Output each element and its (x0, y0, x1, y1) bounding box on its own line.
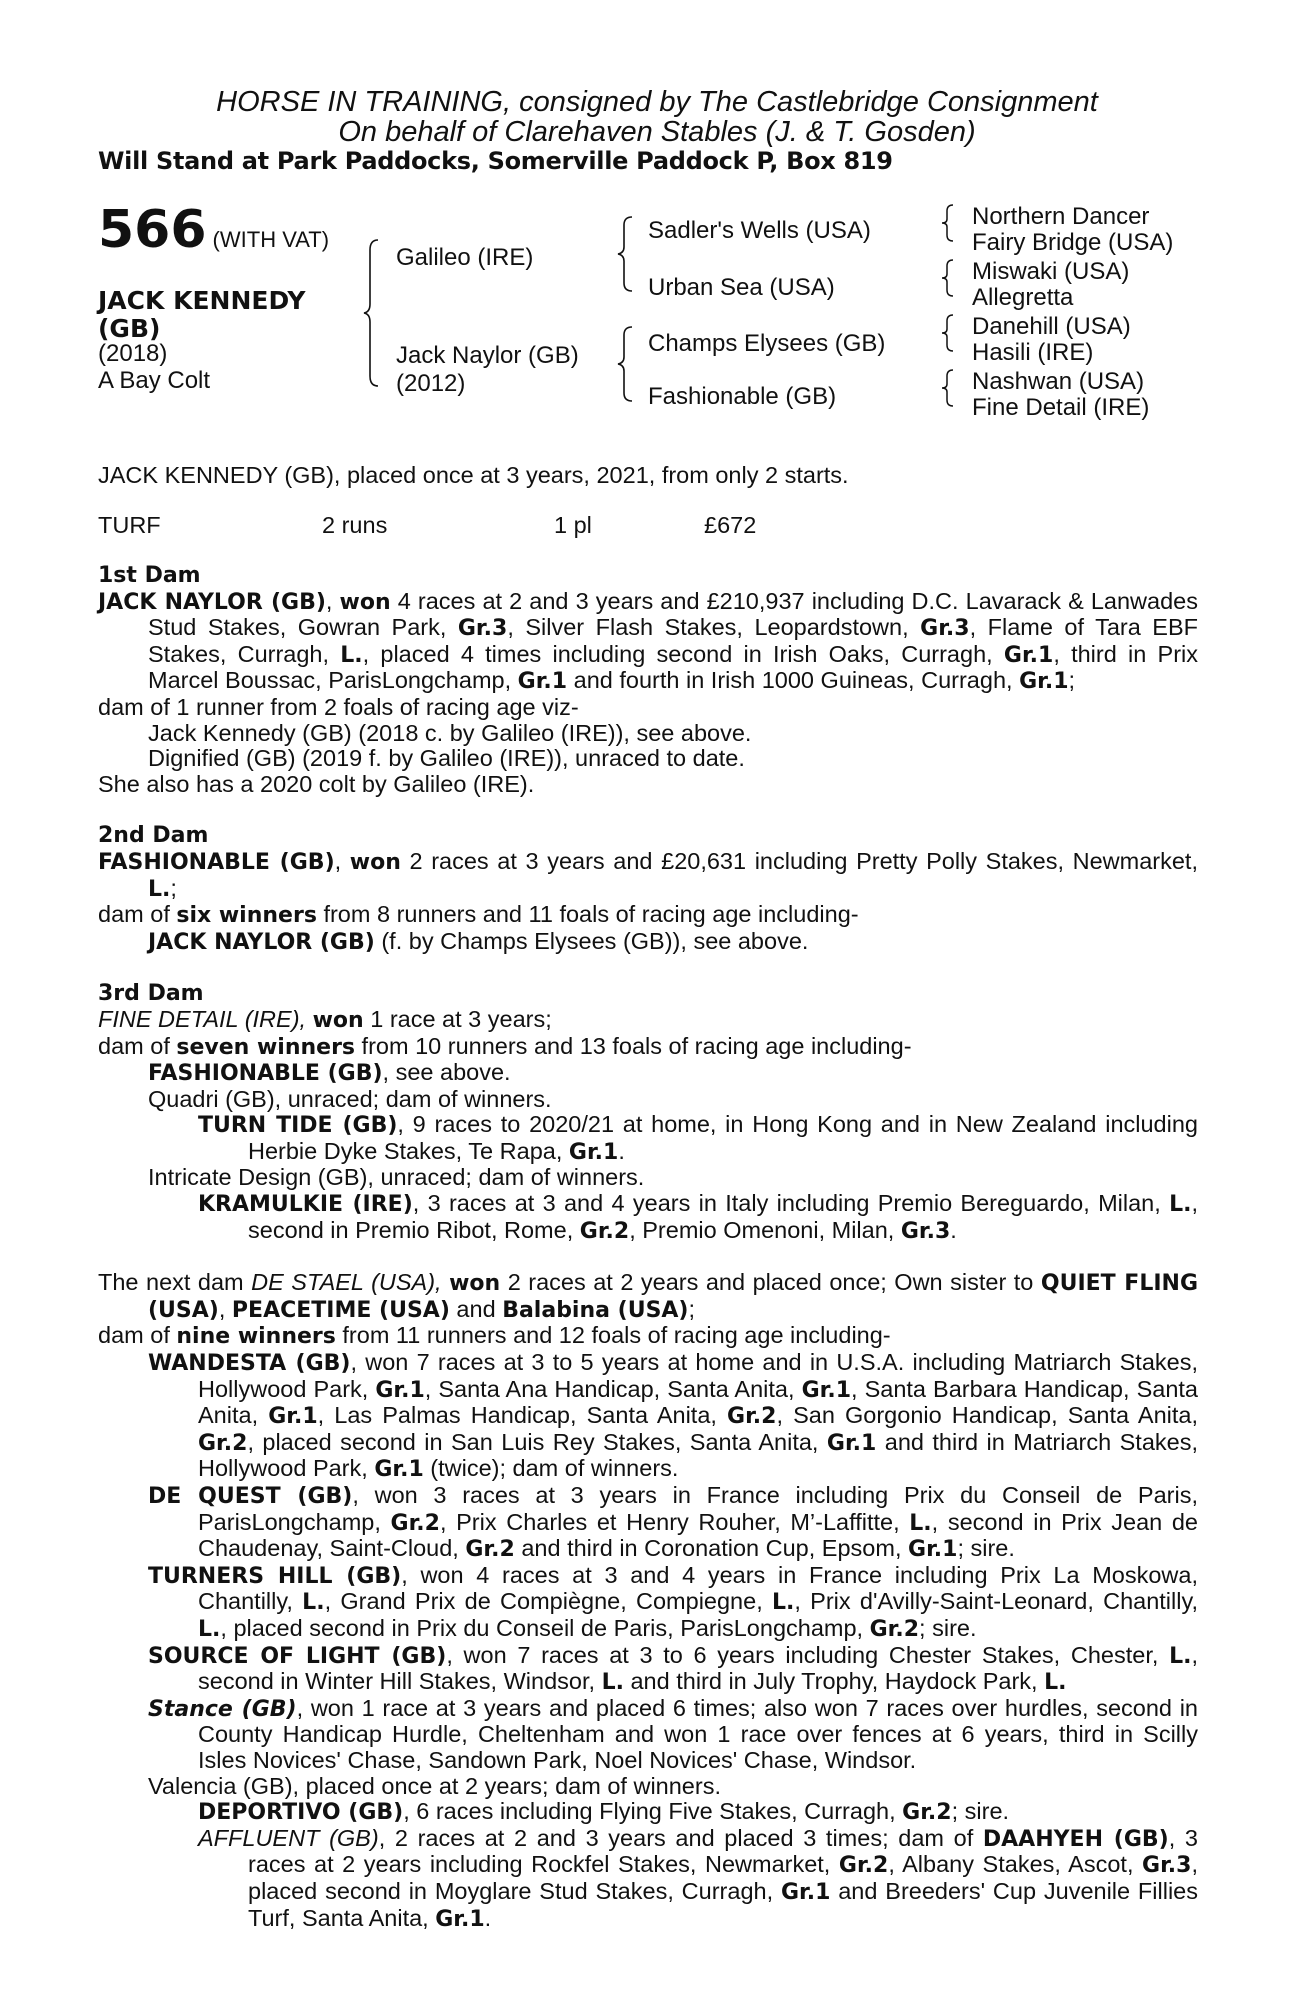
header-line3: Will Stand at Park Paddocks, Somerville Paddock P, Box 819 (98, 147, 893, 175)
dam1-text: , third in Prix Marcel Boussac, ParisLongchamp, (148, 640, 1198, 694)
nextdam-text: , Las Palmas Handicap, Santa Anita, (317, 1402, 728, 1429)
nextdam-text: and (449, 1295, 503, 1322)
nextdam-progeny (98, 1483, 1198, 1563)
dam3-progeny (98, 1060, 1198, 1087)
grade: Gr.1 (1019, 669, 1069, 695)
dam3-text: dam of (98, 1032, 177, 1059)
dam2-won: won (349, 849, 401, 875)
progeny-name: KRAMULKIE (IRE) (198, 1192, 413, 1218)
grade: Gr.1 (801, 1377, 852, 1403)
grade: Gr.1 (268, 1404, 318, 1430)
nextdam-progeny (98, 1350, 1198, 1483)
nextdam-text: , 6 races including Flying Five Stakes, Curragh, (403, 1798, 903, 1825)
nextdam-paragraph (98, 1270, 1198, 1323)
grade: Gr.1 (517, 669, 568, 695)
nextdam-text: from 11 runners and 12 foals of racing age including- (335, 1322, 891, 1349)
dam1-text: , Silver Flash Stakes, Leopardstown, (507, 614, 921, 641)
grade: Gr.2 (390, 1510, 440, 1536)
progeny-name: SOURCE OF LIGHT (GB) (148, 1643, 447, 1669)
nextdam-text: , 2 races at 2 and 3 years and placed 3 times; dam of (378, 1824, 983, 1851)
dam1-text: , Flame of Tara EBF Stakes, Curragh, (148, 614, 1199, 667)
summary-text: JACK KENNEDY (GB), placed once at 3 years, 2021, from only 2 starts. (98, 462, 849, 488)
grade: Gr.2 (579, 1218, 630, 1244)
dam1-progeny: Jack Kennedy (GB) (2018 c. by Galileo (IRE)), see above. (148, 719, 752, 746)
dam2-heading: 2nd Dam (98, 823, 209, 849)
pedigree-brace-1 (362, 238, 382, 388)
dam3-progeny: Quadri (GB), unraced; dam of winners. (148, 1085, 552, 1112)
grade: L. (148, 876, 171, 902)
grade: Gr.1 (1003, 642, 1054, 668)
pedigree-sire: Galileo (IRE) (396, 244, 534, 271)
grade: L. (771, 1590, 795, 1616)
nextdam-text: , 3 races at 2 years including Rockfel Stakes, Newmarket, (248, 1824, 1198, 1878)
progeny-name: TURN TIDE (GB) (198, 1113, 398, 1139)
grade: Gr.2 (727, 1404, 777, 1430)
dam3-paragraph (98, 1007, 1198, 1034)
grade: L. (340, 642, 363, 668)
grade: Gr.1 (908, 1537, 958, 1563)
grade: Gr.1 (568, 1139, 619, 1165)
dam2-text: (f. by Champs Elysees (GB)), see above. (374, 927, 809, 954)
nextdam-text: and Breeders' Cup Juvenile Fillies Turf, Santa Anita, (248, 1877, 1198, 1931)
header-line2: On behalf of Clarehaven Stables (J. & T. Gosden) (338, 116, 976, 148)
grade: Gr.1 (780, 1879, 831, 1905)
dam1-heading: 1st Dam (98, 563, 201, 588)
nextdam-text: , Santa Ana Handicap, Santa Anita, (424, 1375, 802, 1402)
nextdam-grandprogeny (98, 1799, 1198, 1826)
dam1-text: ; (1068, 667, 1076, 694)
nextdam-text: . (484, 1904, 492, 1931)
dam3-heading: 3rd Dam (98, 981, 204, 1007)
dam3-won: won (312, 1007, 364, 1033)
grade: Gr.3 (900, 1218, 951, 1244)
dam3-damof (98, 1034, 1198, 1061)
pedigree-brace-6 (940, 313, 956, 353)
grade: Gr.3 (1142, 1853, 1192, 1879)
nextdam-text: and third in July Trophy, Haydock Park, (623, 1668, 1045, 1695)
dam1-text: and fourth in Irish 1000 Guineas, Curragh, (567, 667, 1020, 694)
nextdam-progeny (98, 1643, 1198, 1696)
nextdam-text: , Prix Charles et Henry Rouher, M’-Laffitte, (439, 1508, 910, 1535)
nextdam-text: The next dam (98, 1269, 252, 1296)
nextdam-text: , won 1 race at 3 years and placed 6 times; also won 7 races over hurdles, second in County Handicap Hurdle, Cheltenham and won 1 race over fences at 6 years, third in Scilly Isles Novices' Chase, Sandown Park, Noel Novices' Chase, Windsor. (198, 1694, 1198, 1773)
grade: Gr.2 (198, 1430, 248, 1456)
pedigree-ggs: Fairy Bridge (USA) (972, 229, 1174, 256)
grade: Gr.2 (902, 1800, 952, 1826)
dam2-damof (98, 902, 1198, 929)
pedigree-gs1: Sadler's Wells (USA) (648, 217, 871, 244)
dam2-text: from 8 runners and 11 foals of racing age including- (316, 901, 859, 928)
record-surface: TURF (98, 512, 161, 538)
pedigree-ggs: Northern Dancer (972, 203, 1150, 230)
header-line1: HORSE IN TRAINING, consigned by The Castlebridge Consignment (216, 86, 1098, 118)
nextdam-text: , (218, 1295, 232, 1322)
pedigree-dam: Jack Naylor (GB) (396, 342, 579, 369)
nextdam-text: , placed second in Moyglare Stud Stakes, Curragh, (248, 1851, 1198, 1904)
grade: Gr.1 (375, 1377, 425, 1403)
grade: Gr.1 (826, 1430, 877, 1456)
lot-number-value: 566 (98, 200, 207, 260)
nextdam-text: , placed second in San Luis Rey Stakes, Santa Anita, (247, 1428, 827, 1455)
dam3-winners: seven winners (176, 1034, 356, 1060)
nextdam-grandprogeny (98, 1826, 1198, 1932)
nextdam-text: , Prix d'Avilly-Saint-Leonard, Chantilly, (794, 1588, 1199, 1615)
nextdam-progeny: Valencia (GB), placed once at 2 years; dam of winners. (148, 1772, 721, 1799)
nextdam-name: DE STAEL (USA), (251, 1269, 450, 1296)
nextdam-text: , Grand Prix de Compiègne, Compiegne, (324, 1588, 772, 1615)
progeny-name: FASHIONABLE (GB) (148, 1061, 383, 1087)
pedigree-ggs: Nashwan (USA) (972, 368, 1145, 395)
nextdam-progeny (98, 1563, 1198, 1643)
nextdam-text: ; sire. (951, 1798, 1010, 1825)
grade: L. (302, 1590, 325, 1616)
grade: Gr.1 (435, 1906, 485, 1932)
grade: L. (1169, 1192, 1192, 1218)
dam3-text: . (950, 1216, 957, 1243)
dam3-text: 1 race at 3 years; (363, 1005, 552, 1032)
pedigree-ggs: Hasili (IRE) (972, 339, 1094, 366)
lot-number (98, 200, 329, 260)
progeny-name: WANDESTA (GB) (148, 1351, 351, 1377)
grade: L. (1169, 1643, 1192, 1669)
record-earnings: £672 (704, 512, 757, 538)
record-runs: 2 runs (322, 512, 388, 538)
nextdam-text: and third in Coronation Cup, Epsom, (514, 1535, 909, 1562)
dam3-text: . (618, 1137, 625, 1164)
progeny-name: TURNERS HILL (GB) (148, 1563, 402, 1589)
nextdam-winners: nine winners (176, 1324, 336, 1350)
dam1-damof: dam of 1 runner from 2 foals of racing age viz- (98, 693, 579, 720)
dam3-text: , 9 races to 2020/21 at home, in Hong Kong and in New Zealand including Herbie Dyke Stakes, Te Rapa, (248, 1111, 1198, 1164)
dam3-name: FINE DETAIL (IRE), (98, 1005, 313, 1032)
dam2-name: FASHIONABLE (GB) (98, 849, 335, 875)
dam1-also: She also has a 2020 colt by Galileo (IRE). (98, 770, 535, 797)
dam3-text: , Premio Omenoni, Milan, (629, 1216, 901, 1243)
progeny-name: DEPORTIVO (GB) (198, 1800, 404, 1826)
nextdam-text: (twice); dam of winners. (423, 1455, 679, 1482)
lot-name: JACK KENNEDY (98, 286, 306, 315)
nextdam-text: and third in Matriarch Stakes, Hollywood Park, (198, 1428, 1199, 1482)
nextdam-text: , won 7 races at 3 to 6 years including Chester Stakes, Chester, (446, 1641, 1170, 1668)
pedigree-ggs: Miswaki (USA) (972, 258, 1130, 285)
dam1-won: won (339, 589, 391, 615)
pedigree-gs3: Champs Elysees (GB) (648, 330, 886, 357)
grade: L. (198, 1616, 221, 1642)
sibling-name: Balabina (USA) (502, 1297, 689, 1323)
pedigree-brace-5 (940, 258, 956, 298)
nextdam-text: , Santa Barbara Handicap, Santa Anita, (198, 1375, 1198, 1429)
pedigree-ggs: Fine Detail (IRE) (972, 394, 1150, 421)
nextdam-text: dam of (98, 1322, 177, 1349)
grade: Gr.2 (838, 1853, 889, 1879)
grade: Gr.2 (869, 1616, 920, 1642)
sibling-name: PEACETIME (USA) (231, 1297, 450, 1323)
pedigree-brace-7 (940, 368, 956, 408)
pedigree-brace-2 (616, 215, 636, 293)
dam1-paragraph: JACK NAYLOR (GB), won 4 races at 2 and 3 years and £210,937 including D.C. Lavarack & Lanwades Stud Stakes, Gowran Park, Gr.3, Silver Flash Stakes, Leopardstown, Gr.3, Flame of Tara EBF Stakes, Curragh, L., placed 4 times including second in Irish Oaks, Curragh, Gr.1, third in Prix Marcel Boussac, ParisLongchamp, Gr.1 and fourth in Irish 1000 Guineas, Curragh, Gr.1; (98, 587, 1199, 695)
pedigree-dam-year: (2012) (396, 370, 466, 397)
sibling-name: QUIET FLING (USA) (148, 1271, 1199, 1323)
dam2-paragraph: FASHIONABLE (GB), won 2 races at 3 years and £20,631 including Pretty Polly Stakes, Newmarket, L.; (98, 847, 1198, 902)
dam1-name: JACK NAYLOR (GB) (98, 589, 326, 615)
dam1-progeny: Dignified (GB) (2019 f. by Galileo (IRE)), unraced to date. (148, 745, 745, 772)
grade: L. (1044, 1670, 1067, 1696)
dam2-text: 2 races at 3 years and £20,631 including Pretty Polly Stakes, Newmarket, (400, 847, 1198, 874)
pedigree-ggs: Allegretta (972, 284, 1074, 311)
nextdam-text: , second in Winter Hill Stakes, Windsor, (198, 1641, 1198, 1695)
nextdam-progeny (98, 1696, 1198, 1774)
dam3-text: , see above. (382, 1059, 511, 1086)
grade: Gr.2 (465, 1537, 515, 1563)
grade: Gr.1 (374, 1457, 424, 1483)
lot-year: (2018) (98, 340, 168, 367)
dam3-text: , second in Premio Ribot, Rome, (248, 1190, 1198, 1243)
record-placed: 1 pl (554, 512, 592, 538)
pedigree-gs2: Urban Sea (USA) (648, 274, 835, 301)
nextdam-text: 2 races at 2 years and placed once; Own sister to (500, 1269, 1041, 1296)
lot-name-country: (GB) (98, 314, 161, 343)
grade: Gr.3 (920, 616, 970, 642)
nextdam-text: ; sire. (919, 1614, 977, 1641)
grade: L. (601, 1670, 624, 1696)
dam2-progeny (98, 929, 1198, 956)
pedigree-gs4: Fashionable (GB) (648, 383, 837, 410)
dam1-text: 4 races at 2 and 3 years and £210,937 including D.C. Lavarack & Lanwades Stud Stakes, Gowran Park, (148, 587, 1198, 641)
grade: L. (909, 1510, 932, 1536)
nextdam-text: , placed second in Prix du Conseil de Paris, ParisLongchamp, (220, 1614, 870, 1641)
nextdam-text: , San Gorgonio Handicap, Santa Anita, (776, 1402, 1198, 1429)
nextdam-text: , Albany Stakes, Ascot, (888, 1851, 1143, 1878)
dam3-grandprogeny (98, 1112, 1198, 1165)
pedigree-ggs: Danehill (USA) (972, 313, 1131, 340)
nextdam-text: ; (688, 1295, 696, 1322)
progeny-name: Stance (GB) (148, 1696, 297, 1722)
nextdam-won: won (449, 1271, 501, 1297)
nextdam-text: , won 7 races at 3 to 5 years at home and in U.S.A. including Matriarch Stakes, Hollywood Park, (198, 1349, 1199, 1402)
dam2-text: ; (170, 874, 177, 901)
progeny-name: JACK NAYLOR (GB) (148, 929, 375, 955)
lot-vat: (WITH VAT) (212, 227, 330, 252)
nextdam-text: ; sire. (957, 1535, 1015, 1562)
family-details (98, 563, 1198, 1932)
dam3-text: from 10 runners and 13 foals of racing age including- (355, 1032, 912, 1059)
pedigree-brace-3 (616, 325, 636, 403)
nextdam-damof (98, 1323, 1198, 1350)
dam2-winners: six winners (176, 903, 317, 929)
dam2-text: dam of (98, 901, 177, 928)
nextdam-text: , second in Prix Jean de Chaudenay, Saint-Cloud, (198, 1508, 1199, 1562)
progeny-name: AFFLUENT (GB) (198, 1824, 379, 1851)
pedigree-brace-4 (940, 203, 956, 243)
nextdam-text: , won 4 races at 3 and 4 years in France including Prix La Moskowa, Chantilly, (198, 1561, 1199, 1615)
dam3-progeny: Intricate Design (GB), unraced; dam of winners. (148, 1164, 645, 1191)
lot-desc: A Bay Colt (98, 367, 211, 394)
grade: Gr.3 (457, 616, 508, 642)
nextdam-text: , won 3 races at 3 years in France including Prix du Conseil de Paris, ParisLongchamp, (198, 1482, 1198, 1535)
progeny-name: DE QUEST (GB) (148, 1484, 353, 1509)
dam3-grandprogeny (98, 1191, 1198, 1244)
progeny-name: DAAHYEH (GB) (982, 1826, 1169, 1852)
dam3-text: , 3 races at 3 and 4 years in Italy including Premio Bereguardo, Milan, (412, 1190, 1170, 1217)
dam1-text: , placed 4 times including second in Irish Oaks, Curragh, (362, 640, 1004, 667)
